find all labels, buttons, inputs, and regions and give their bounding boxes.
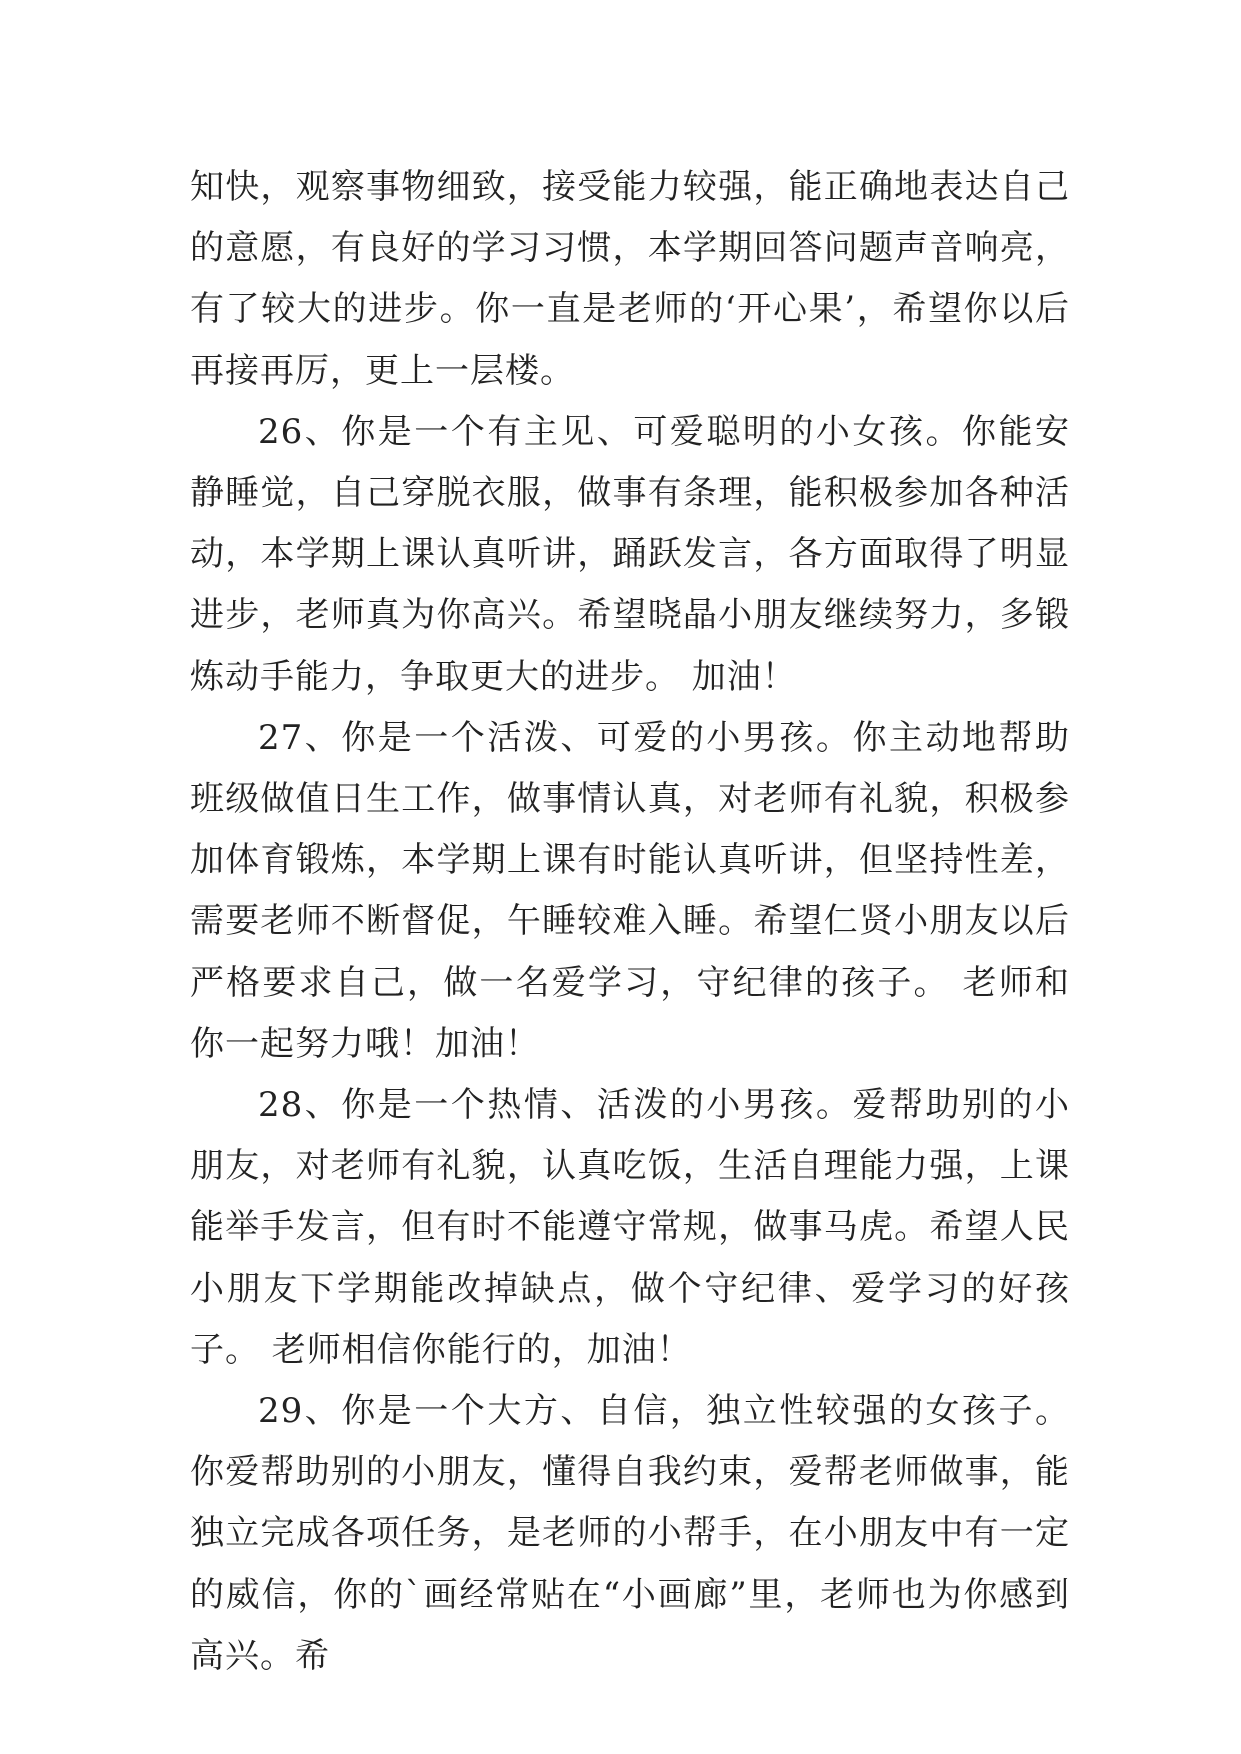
paragraph-comment-27: 27、你是一个活泼、可爱的小男孩。你主动地帮助班级做值日生工作，做事情认真，对老师有礼貌，积极参加体育锻炼，本学期上课有时能认真听讲，但坚持性差，需要老师不断督促，午睡较难入睡。希望仁贤小朋友以后严格要求自己，做一名爱学习，守纪律的孩子。 老师和你一起努力哦！加油！ <box>190 717 1070 1064</box>
paragraph-continuation: 知快，观察事物细致，接受能力较强，能正确地表达自己的意愿，有良好的学习习惯，本学期回答问题声音响亮，有了较大的进步。你一直是老师的‘开心果’，希望你以后再接再厉，更上一层楼。 <box>190 167 1070 391</box>
paragraph-comment-26: 26、你是一个有主见、可爱聪明的小女孩。你能安静睡觉，自己穿脱衣服，做事有条理，能积极参加各种活动，本学期上课认真听讲，踊跃发言，各方面取得了明显进步，老师真为你高兴。希望晓晶小朋友继续努力，多锻炼动手能力，争取更大的进步。 加油！ <box>190 411 1070 697</box>
paragraph-comment-28: 28、你是一个热情、活泼的小男孩。爱帮助别的小朋友，对老师有礼貌，认真吃饭，生活自理能力强，上课能举手发言，但有时不能遵守常规，做事马虎。希望人民小朋友下学期能改掉缺点，做个守纪律、爱学习的好孩子。 老师相信你能行的，加油！ <box>190 1085 1070 1370</box>
document-body <box>190 157 1070 1687</box>
paragraph-comment-29: 29、你是一个大方、自信，独立性较强的女孩子。你爱帮助别的小朋友，懂得自我约束，爱帮老师做事，能独立完成各项任务，是老师的小帮手，在小朋友中有一定的威信，你的`画经常贴在“小画廊”里，老师也为你感到高兴。希 <box>190 1391 1070 1676</box>
